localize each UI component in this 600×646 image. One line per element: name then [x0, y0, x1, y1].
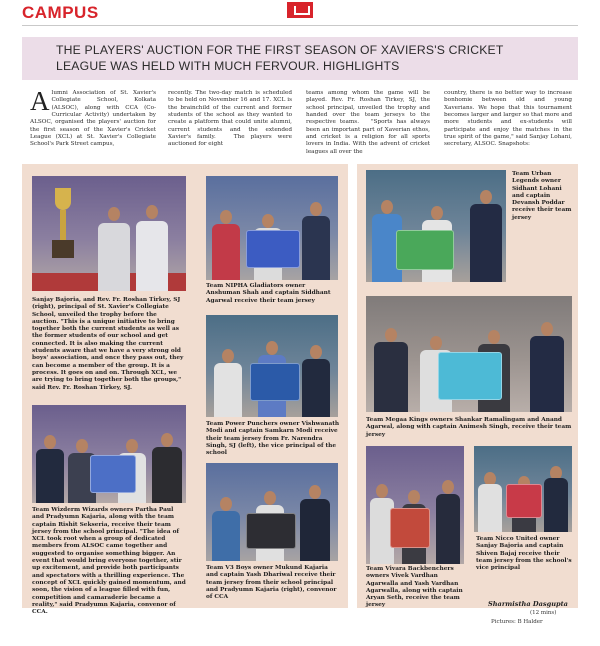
photo-megaa-kings [366, 296, 572, 412]
article-column-1 [30, 90, 156, 156]
person [36, 435, 64, 503]
photo-power-punchers [206, 315, 338, 417]
photo-vivara-backbenchers [366, 446, 464, 564]
caption-nicco-united: Team Nicco United owner Sanjay Bajoria and captain Shiven Bajaj receive their team jersey from the school's vice principal [476, 536, 572, 572]
person [136, 205, 168, 291]
person [302, 345, 330, 417]
article-text-4: country, there is no better way to increase bonhomie between old and young Xaverians. We hope that this tournament becomes larger and larger so that more and more students and ex-students will participate and enjoy the matches in the true spirit of the game," said Sanjay Lohani, secretary, ALSOC. Snapshots: [444, 90, 572, 148]
photo-wizderm-wizards [32, 405, 186, 503]
section-title: CAMPUS [22, 3, 99, 22]
person [530, 322, 564, 412]
person [436, 480, 460, 564]
person [478, 472, 502, 532]
photo-credit: Pictures: B Halder [491, 619, 543, 625]
byline: Sharmistha Dasgupta [488, 600, 568, 608]
headline-box [22, 37, 578, 80]
photo-nipha-gladiators [206, 176, 338, 280]
person [300, 485, 330, 561]
caption-v3-boys: Team V3 Boys owner Mukund Kajaria and captain Yash Dhariwal receive their team jersey from their school principal and Pradyumn Kajaria (right), convenor of CCA [206, 565, 337, 601]
person [98, 207, 130, 291]
trophy-icon [52, 188, 74, 258]
caption-wizderm-wizards: Team Wizderm Wizards owners Partha Paul and Pradyumn Kajaria, along with the team captain Rishit Sekseria, receive their team jersey from the school principal. "The idea of XCL took root when a group of dedicated members from ALSOC came together and suggested to organise something bigger. An event that would bring everyone together, stir up excitement, and provide both participants and spectators with a thrilling experience. The concept of XCL quickly gained momentum, and soon, the vision of a league filled with fun, competition and camaraderie became a reality," said Pradyumn Kajaria, convenor of CCA. [32, 507, 186, 616]
brand-logo-icon [287, 2, 313, 18]
person [212, 497, 240, 561]
caption-trophy: Sanjay Bajoria, and Rev. Fr. Roshan Tirkey, SJ (right), principal of St. Xavier's Collegiate School, unveiled the trophy before the auction. "This is a unique initiative to bring together both the current students as well as the former students of our school and get connected. It is also making the current students aware that we have a very strong old boys' association, and once they pass out, they can become a member of the group. It is a process. It goes on and on. Through XCL, we are trying to bring together both the groups," said Rev. Fr. Roshan Tirkey, SJ. [32, 297, 184, 391]
team-jersey [250, 363, 300, 401]
article-column-3 [306, 90, 430, 156]
photo-urban-legends [366, 170, 506, 282]
person [470, 190, 502, 282]
person [374, 328, 408, 412]
team-jersey [506, 484, 542, 518]
caption-power-punchers: Team Power Punchers owner Vishwanath Modi and captain Samkarn Modi receive their team jersey from Fr. Narendra Singh, SJ (left), the vice principal of the school [206, 421, 340, 457]
divider [22, 25, 578, 26]
team-jersey [246, 513, 296, 549]
photo-nicco-united [474, 446, 572, 532]
team-jersey [90, 455, 136, 493]
masthead [0, 0, 600, 26]
team-jersey [390, 508, 430, 548]
photo-v3-boys [206, 463, 338, 561]
person [214, 349, 242, 417]
caption-nipha-gladiators: Team NIPHA Gladiators owner Anshuman Shah and captain Siddhant Agarwal receive their team jersey [206, 283, 331, 304]
article-text-3: teams among whom the game will be played. Rev. Fr. Roshan Tirkey, SJ, the school principal, unveiled the trophy and handed over the team jerseys to the respective teams. "Sports has always been an important part of Xaverian ethos, and cricket is a religion for all sports lovers in India. With the advent of cricket leagues all over the [306, 90, 430, 155]
article-column-2 [168, 90, 292, 156]
word-count: (12 mins) [530, 610, 557, 616]
caption-megaa-kings: Team Megaa Kings owners Shankar Ramalingam and Anand Agarwal, along with captain Animesh Singh, receive their team jersey [366, 417, 572, 438]
drop-cap: A [30, 90, 50, 116]
article-text-2: recently. The two-day match is scheduled to be held on November 16 and 17. XCL is the brainchild of the current and former students of the school as they wanted to create a platform that could unite alumni, current students and the extended Xavier's family. The players were auctioned for eight [168, 90, 292, 148]
article-text-1: lumni Association of St. Xavier's Collegiate School, Kolkata (ALSOC), along with CCA (Co-Curricular Activity) undertaken by ALSOC, organised the players' auction for the first season of the Xavier's Cricket League (XCL) at St. Xavier's Collegiate School's Park Street campus, [30, 90, 156, 148]
person [212, 210, 240, 280]
person [544, 466, 568, 532]
team-jersey [396, 230, 454, 270]
caption-urban-legends: Team Urban Legends owner Sidhant Lohani and captain Devansh Poddar receive their team jersey [512, 171, 572, 221]
person [152, 433, 182, 503]
headline: THE PLAYERS' AUCTION FOR THE FIRST SEASON OF XAVIERS'S CRICKET LEAGUE WAS HELD WITH MUCH FERVOUR. HIGHLIGHTS [56, 43, 504, 73]
caption-vivara-backbenchers: Team Vivara Backbenchers owners Vivek Vardhan Agarwalla and Yash Vardhan Agarwalla, along with captain Aryan Seth, receive the team jersey [366, 566, 463, 609]
team-jersey [438, 352, 502, 400]
person [302, 202, 330, 280]
photo-trophy [32, 176, 186, 291]
article-column-4 [444, 90, 572, 156]
team-jersey [246, 230, 300, 268]
